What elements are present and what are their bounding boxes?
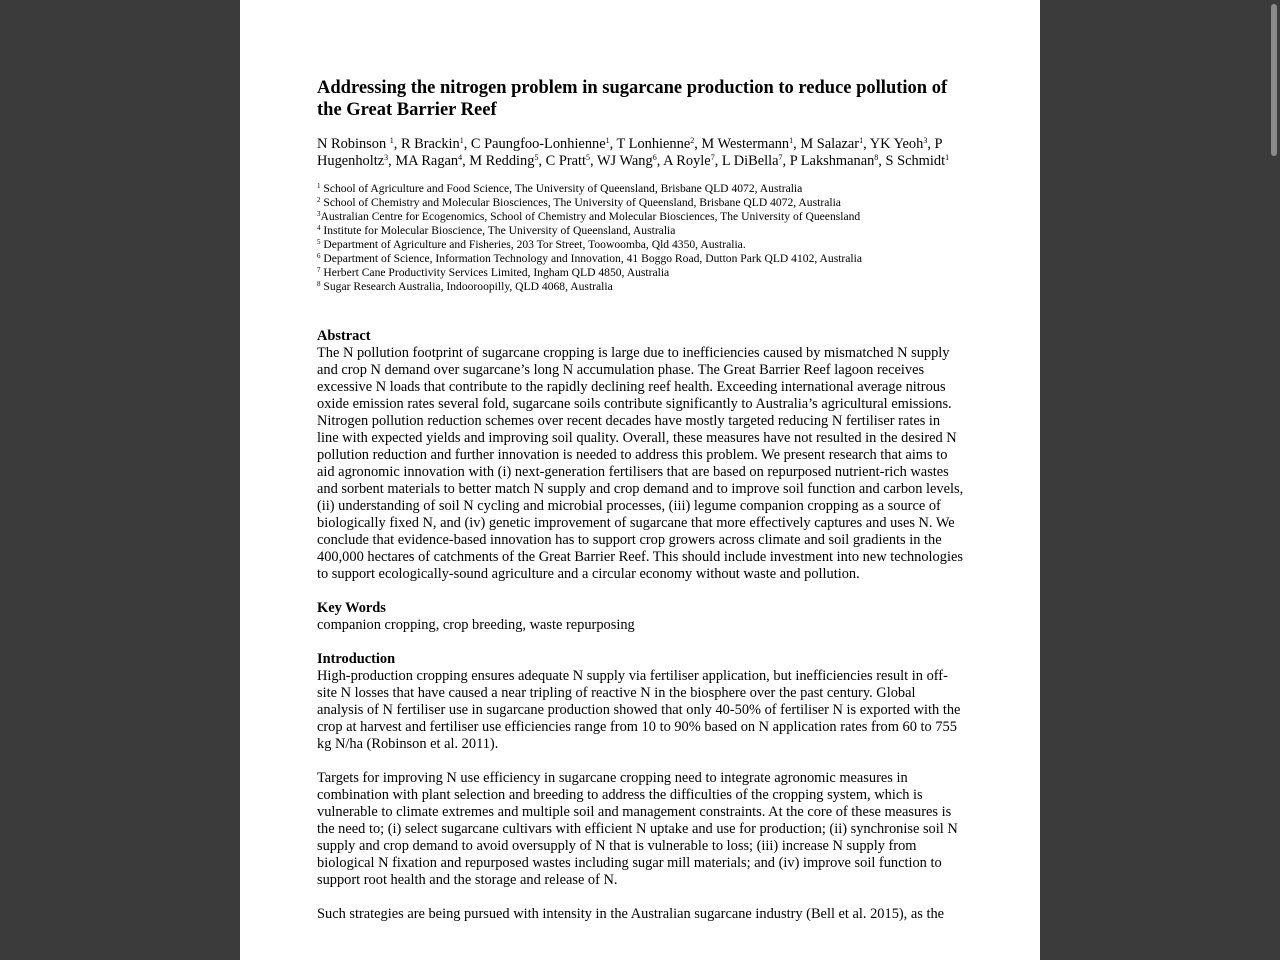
introduction-heading: Introduction	[317, 651, 396, 667]
affiliation: $^4$ Institute for Molecular Bioscience, The University of Queensland, Australia	[317, 224, 676, 237]
abstract-heading: Abstract	[317, 328, 371, 344]
author: N Robinson $^1$	[317, 136, 394, 152]
author: , YK Yeoh$^3$	[863, 136, 928, 152]
author-list	[317, 136, 965, 170]
author: , M Salazar$^1$	[793, 136, 864, 152]
document-page	[240, 0, 1040, 960]
author: , P Hugenholtz$^3$	[317, 136, 942, 169]
keywords-text: companion cropping, crop breeding, waste repurposing	[317, 617, 635, 633]
author: , MA Ragan$^4$	[388, 153, 463, 169]
affiliation: $^7$ Herbert Cane Productivity Services Limited, Ingham QLD 4850, Australia	[317, 266, 670, 279]
introduction-paragraph: Targets for improving N use efficiency in sugarcane cropping need to integrate agronomic measures in combination with plant selection and breeding to address the difficulties of the cropping system, which is vulnerable to climate extremes and multiple soil and management constraints. At the core of these measures is the need to; (i) select sugarcane cultivars with efficient N uptake and use for production; (ii) synchronise soil N supply and crop demand to avoid oversupply of N that is vulnerable to loss; (iii) increase N supply from biological N fixation and repurposed wastes including sugar mill materials; and (iv) improve soil function to support root health and the storage and release of N.	[317, 770, 958, 888]
author: , P Lakshmanan$^8$	[782, 153, 879, 169]
affiliation: $^2$ School of Chemistry and Molecular Biosciences, The University of Queensland, Brisbane QLD 4072, Australia	[317, 196, 841, 209]
vertical-scrollbar[interactable]	[1268, 0, 1280, 960]
author: , L DiBella$^7$	[714, 153, 783, 169]
introduction-paragraph: High-production cropping ensures adequate N supply via fertiliser application, but inefficiencies result in off-site N losses that have caused a near tripling of reactive N in the biosphere over the past century. Global analysis of N fertiliser use in sugarcane production showed that only 40-50% of fertiliser N is exported with the crop at harvest and fertiliser use efficiencies range from 10 to 90% based on N application rates from 60 to 755 kg N/ha (Robinson et al. 2011).	[317, 668, 961, 752]
author: , C Paungfoo-Lonhienne$^1$	[463, 136, 610, 152]
author: , R Brackin$^1$	[393, 136, 464, 152]
introduction-paragraph: Such strategies are being pursued with intensity in the Australian sugarcane industry (Bell et al. 2015), as the	[317, 906, 945, 922]
author: , M Westermann$^1$	[694, 136, 794, 152]
author: , T Lonhienne$^2$	[609, 136, 695, 152]
author: , WJ Wang$^6$	[590, 153, 657, 169]
affiliation-list	[317, 182, 965, 294]
paper-title: Addressing the nitrogen problem in sugarcane production to reduce pollution of the Great Barrier Reef	[317, 78, 948, 120]
page-content	[317, 77, 965, 940]
affiliation: $^8$ Sugar Research Australia, Indooroopilly, QLD 4068, Australia	[317, 280, 613, 293]
abstract-text: The N pollution footprint of sugarcane cropping is large due to inefficiencies caused by mismatched N supply and crop N demand over sugarcane’s long N accumulation phase. The Great Barrier Reef lagoon receives excessive N loads that contribute to the rapidly declining reef health. Exceeding international average nitrous oxide emission rates several fold, sugarcane soils contribute significantly to Australia’s agricultural emissions. Nitrogen pollution reduction schemes over recent decades have mostly targeted reducing N fertiliser rates in line with expected yields and improving soil quality. Overall, these measures have not resulted in the desired N pollution reduction and further innovation is needed to address this problem. We present research that aims to aid agronomic innovation with (i) next-generation fertilisers that are based on repurposed nutrient-rich wastes and sorbent materials to better match N supply and crop demand and to improve soil function and carbon levels, (ii) understanding of soil N cycling and microbial processes, (iii) legume companion cropping as a source of biologically fixed N, and (iv) genetic improvement of sugarcane that more effectively captures and uses N. We conclude that evidence-based innovation has to support crop growers across climate and soil gradients in the 400,000 hectares of catchments of the Great Barrier Reef. This should include investment into new technologies to support ecologically-sound agriculture and a circular economy without waste and pollution.	[317, 345, 964, 582]
affiliation: $^3$Australian Centre for Ecogenomics, School of Chemistry and Molecular Biosciences, The University of Queensland	[317, 210, 861, 223]
author: , S Schmidt$^1$	[878, 153, 950, 169]
author: , A Royle$^7$	[656, 153, 715, 169]
affiliation: $^6$ Department of Science, Information Technology and Innovation, 41 Boggo Road, Dutton Park QLD 4102, Australia	[317, 252, 863, 265]
author: , M Redding$^5$	[462, 153, 539, 169]
affiliation: $^5$ Department of Agriculture and Fisheries, 203 Tor Street, Toowoomba, Qld 4350, Australia.	[317, 238, 746, 251]
scrollbar-thumb[interactable]	[1271, 4, 1277, 156]
author: , C Pratt$^5$	[538, 153, 591, 169]
affiliation: $^1$ School of Agriculture and Food Science, The University of Queensland, Brisbane QLD 4072, Australia	[317, 182, 803, 195]
keywords-heading: Key Words	[317, 600, 386, 616]
